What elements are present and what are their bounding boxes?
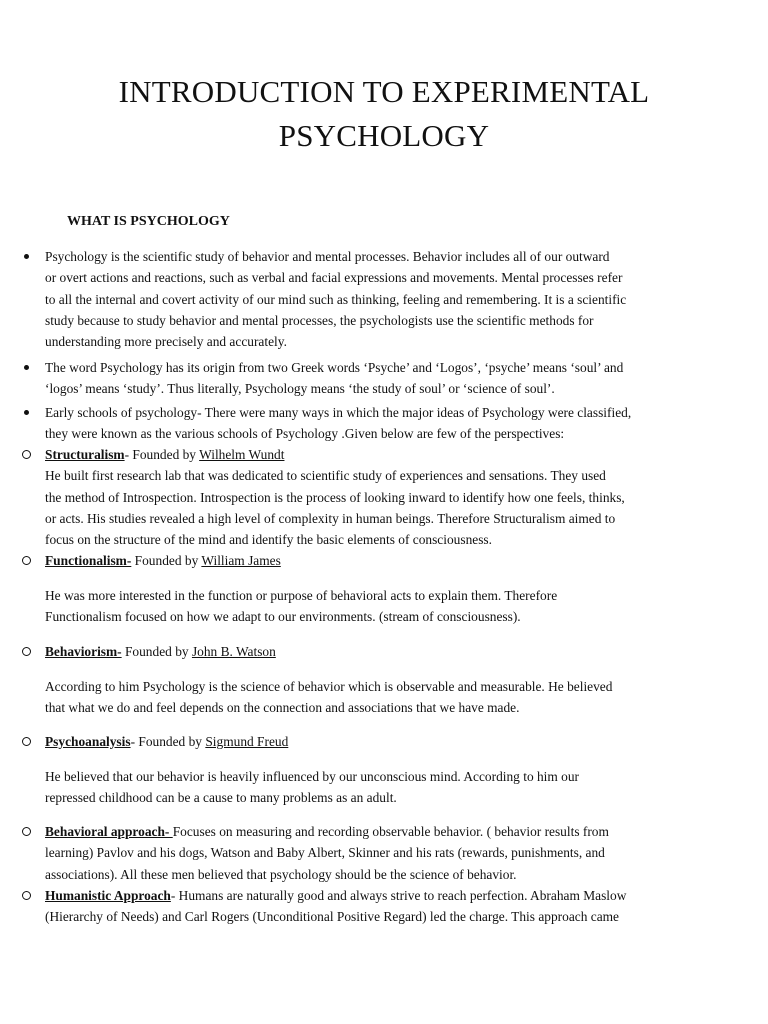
school-heading	[45, 731, 712, 752]
school-behaviorism	[45, 641, 712, 662]
bullet-paragraph-2	[45, 357, 712, 400]
bullet-icon	[24, 410, 29, 415]
text-line: study because to study behavior and mental processes, the psychologists use the scientific methods for	[45, 312, 594, 328]
approach-behavioral	[45, 821, 712, 885]
text-line: ‘logos’ means ‘study’. Thus literally, Psychology means ‘the study of soul’ or ‘science of soul’.	[45, 381, 555, 397]
text-line: focus on the structure of the mind and identify the basic elements of consciousness.	[45, 532, 492, 548]
founder-name: William James	[201, 553, 281, 568]
text-line: (Hierarchy of Needs) and Carl Rogers (Unconditional Positive Regard) led the charge. This approach came	[45, 909, 619, 925]
text-line: Functionalism focused on how we adapt to our environments. (stream of consciousness).	[45, 609, 521, 625]
founder-name: Wilhelm Wundt	[199, 447, 285, 462]
text-line: that what we do and feel depends on the connection and associations that we have made.	[45, 700, 520, 716]
school-structuralism	[45, 444, 712, 550]
bullet-paragraph-1	[45, 246, 712, 352]
bullet-icon	[24, 254, 29, 259]
school-name: Behaviorism-	[45, 644, 122, 659]
text-line: learning) Pavlov and his dogs, Watson and Baby Albert, Skinner and his rats (rewards, punishments, and	[45, 845, 605, 861]
founder-name: John B. Watson	[191, 644, 276, 659]
circle-bullet-icon	[22, 450, 31, 459]
approach-name: Humanistic Approach	[45, 888, 171, 903]
bullet-paragraph-3	[45, 402, 712, 445]
school-name: Structuralism	[45, 447, 125, 462]
circle-bullet-icon	[22, 891, 31, 900]
founded-by-text: Founded by	[121, 644, 192, 659]
school-heading	[45, 550, 712, 571]
approach-text: Focuses on measuring and recording observable behavior. ( behavior results from	[172, 824, 609, 839]
approach-humanistic	[45, 885, 712, 928]
school-heading	[45, 641, 712, 662]
circle-bullet-icon	[22, 737, 31, 746]
text-line: or overt actions and reactions, such as verbal and facial expressions and movements. Mental processes refer	[45, 270, 623, 286]
school-functionalism	[45, 550, 712, 571]
founded-by-text: - Founded by	[124, 447, 200, 462]
founded-by-text: - Founded by	[130, 734, 206, 749]
text-line: they were known as the various schools of Psychology .Given below are few of the perspectives:	[45, 426, 565, 442]
school-functionalism-description	[45, 585, 712, 628]
bullet-icon	[24, 365, 29, 370]
title-line-1: INTRODUCTION TO EXPERIMENTAL	[118, 74, 650, 109]
text-line	[45, 885, 712, 906]
document-title	[0, 70, 768, 158]
founder-name: Sigmund Freud	[205, 734, 289, 749]
text-line: to all the internal and covert activity of our mind such as thinking, feeling and remembering. It is a scientific	[45, 291, 627, 307]
school-name: Psychoanalysis	[45, 734, 131, 749]
circle-bullet-icon	[22, 827, 31, 836]
text-line: He believed that our behavior is heavily influenced by our unconscious mind. According to him our	[45, 769, 580, 784]
text-line: associations). All these men believed that psychology should be the science of behavior.	[45, 866, 517, 882]
school-psychoanalysis-description	[45, 766, 712, 809]
school-psychoanalysis	[45, 731, 712, 752]
school-name: Functionalism-	[45, 553, 132, 568]
text-line	[45, 821, 712, 842]
section-heading: WHAT IS PSYCHOLOGY	[67, 214, 230, 229]
text-line: understanding more precisely and accurately.	[45, 334, 287, 350]
text-line: Early schools of psychology- There were many ways in which the major ideas of Psychology were classified,	[45, 405, 632, 420]
text-line: According to him Psychology is the science of behavior which is observable and measurable. He believed	[45, 679, 613, 694]
founded-by-text: Founded by	[131, 553, 202, 568]
school-behaviorism-description	[45, 676, 712, 719]
school-heading	[45, 444, 712, 465]
text-line: Psychology is the scientific study of behavior and mental processes. Behavior includes all of our outward	[45, 249, 610, 264]
text-line: repressed childhood can be a cause to many problems as an adult.	[45, 790, 397, 806]
text-line: He was more interested in the function or purpose of behavioral acts to explain them. Therefore	[45, 588, 558, 603]
text-line: the method of Introspection. Introspection is the process of looking inward to identify how one feels, thinks,	[45, 489, 625, 505]
circle-bullet-icon	[22, 647, 31, 656]
text-line: He built first research lab that was dedicated to scientific study of experiences and sensations. They used	[45, 468, 606, 484]
title-line-2: PSYCHOLOGY	[278, 118, 490, 153]
approach-text: - Humans are naturally good and always strive to reach perfection. Abraham Maslow	[170, 888, 627, 903]
circle-bullet-icon	[22, 556, 31, 565]
approach-name: Behavioral approach-	[45, 824, 173, 839]
text-line: The word Psychology has its origin from two Greek words ‘Psyche’ and ‘Logos’, ‘psyche’ means ‘soul’ and	[45, 360, 624, 375]
text-line: or acts. His studies revealed a high level of complexity in human beings. Therefore Structuralism aimed to	[45, 510, 616, 526]
